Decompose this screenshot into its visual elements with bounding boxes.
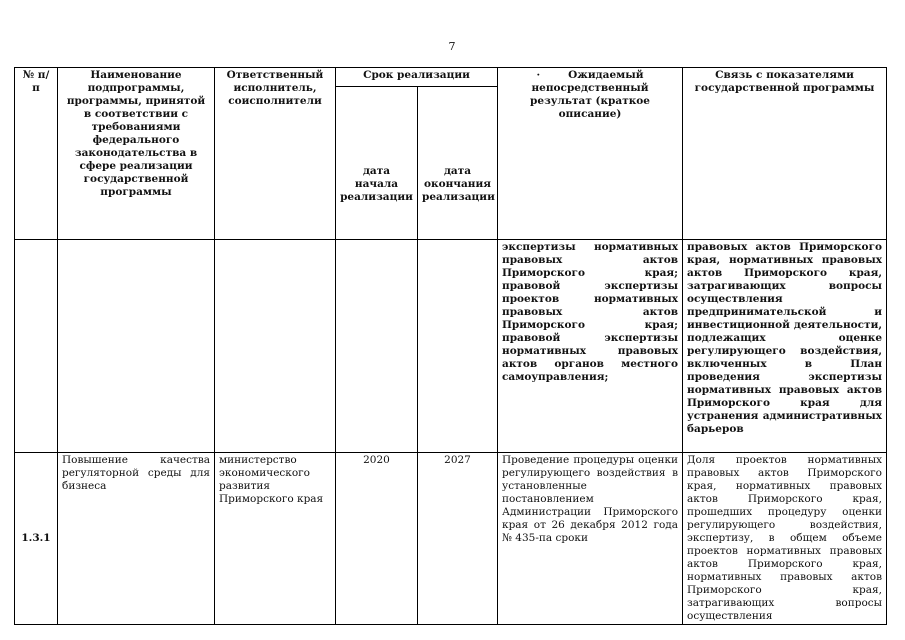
page-number: 7	[448, 40, 456, 53]
row-name: Повышение качества регуляторной среды для бизнеса	[58, 453, 215, 625]
row-no	[15, 240, 58, 453]
row-no: 1.3.1	[15, 453, 58, 625]
row-result: Проведение процедуры оценки регулирующего воздействия в установленные постановлением Администрации Приморского края от 26 декабря 2012 года № 435-па сроки	[498, 453, 683, 625]
row-start: 2020	[336, 453, 418, 625]
row-start	[336, 240, 418, 453]
header-term: Срок реализации	[336, 68, 498, 87]
row-result: экспертизы нормативных правовых актов Приморского края; правовой экспертизы проектов нормативных правовых актов Приморского края; правовой экспертизы нормативных правовых актов органов местного самоуправления;	[498, 240, 683, 453]
header-result-dot: ·	[536, 69, 541, 81]
header-start: дата начала реализации	[336, 87, 418, 240]
table-row	[15, 453, 887, 625]
row-end	[418, 240, 498, 453]
header-no: № п/п	[15, 68, 58, 240]
table-row	[15, 240, 887, 453]
header-name: Наименование подпрограммы, программы, принятой в соответствии с требованиями федерального законодательства в сфере реализации государственной программы	[58, 68, 215, 240]
row-name	[58, 240, 215, 453]
header-row-1	[15, 68, 887, 87]
header-end: дата окончания реализации	[418, 87, 498, 240]
header-link: Связь с показателями государственной программы	[683, 68, 887, 240]
header-executor: Ответственный исполнитель, соисполнители	[215, 68, 336, 240]
row-end: 2027	[418, 453, 498, 625]
row-executor	[215, 240, 336, 453]
header-result	[498, 68, 683, 240]
row-link: Доля проектов нормативных правовых актов Приморского края, нормативных правовых актов Приморского края, прошедших процедуру оценки регулирующего воздействия, экспертизу, в общем объеме проектов нормативных правовых актов Приморского края, нормативных правовых актов Приморского края, затрагивающих вопросы осуществления	[683, 453, 887, 625]
program-table	[14, 67, 887, 625]
header-result-text: Ожидаемый непосредственный результат (краткое описание)	[530, 69, 650, 120]
row-link: правовых актов Приморского края, нормативных правовых актов Приморского края, затрагивающих вопросы осуществления предпринимательской и инвестиционной деятельности, подлежащих оценке регулирующего воздействия, включенных в План проведения экспертизы нормативных правовых актов Приморского края для устранения административных барьеров	[683, 240, 887, 453]
row-executor: министерство экономического развития Приморского края	[215, 453, 336, 625]
